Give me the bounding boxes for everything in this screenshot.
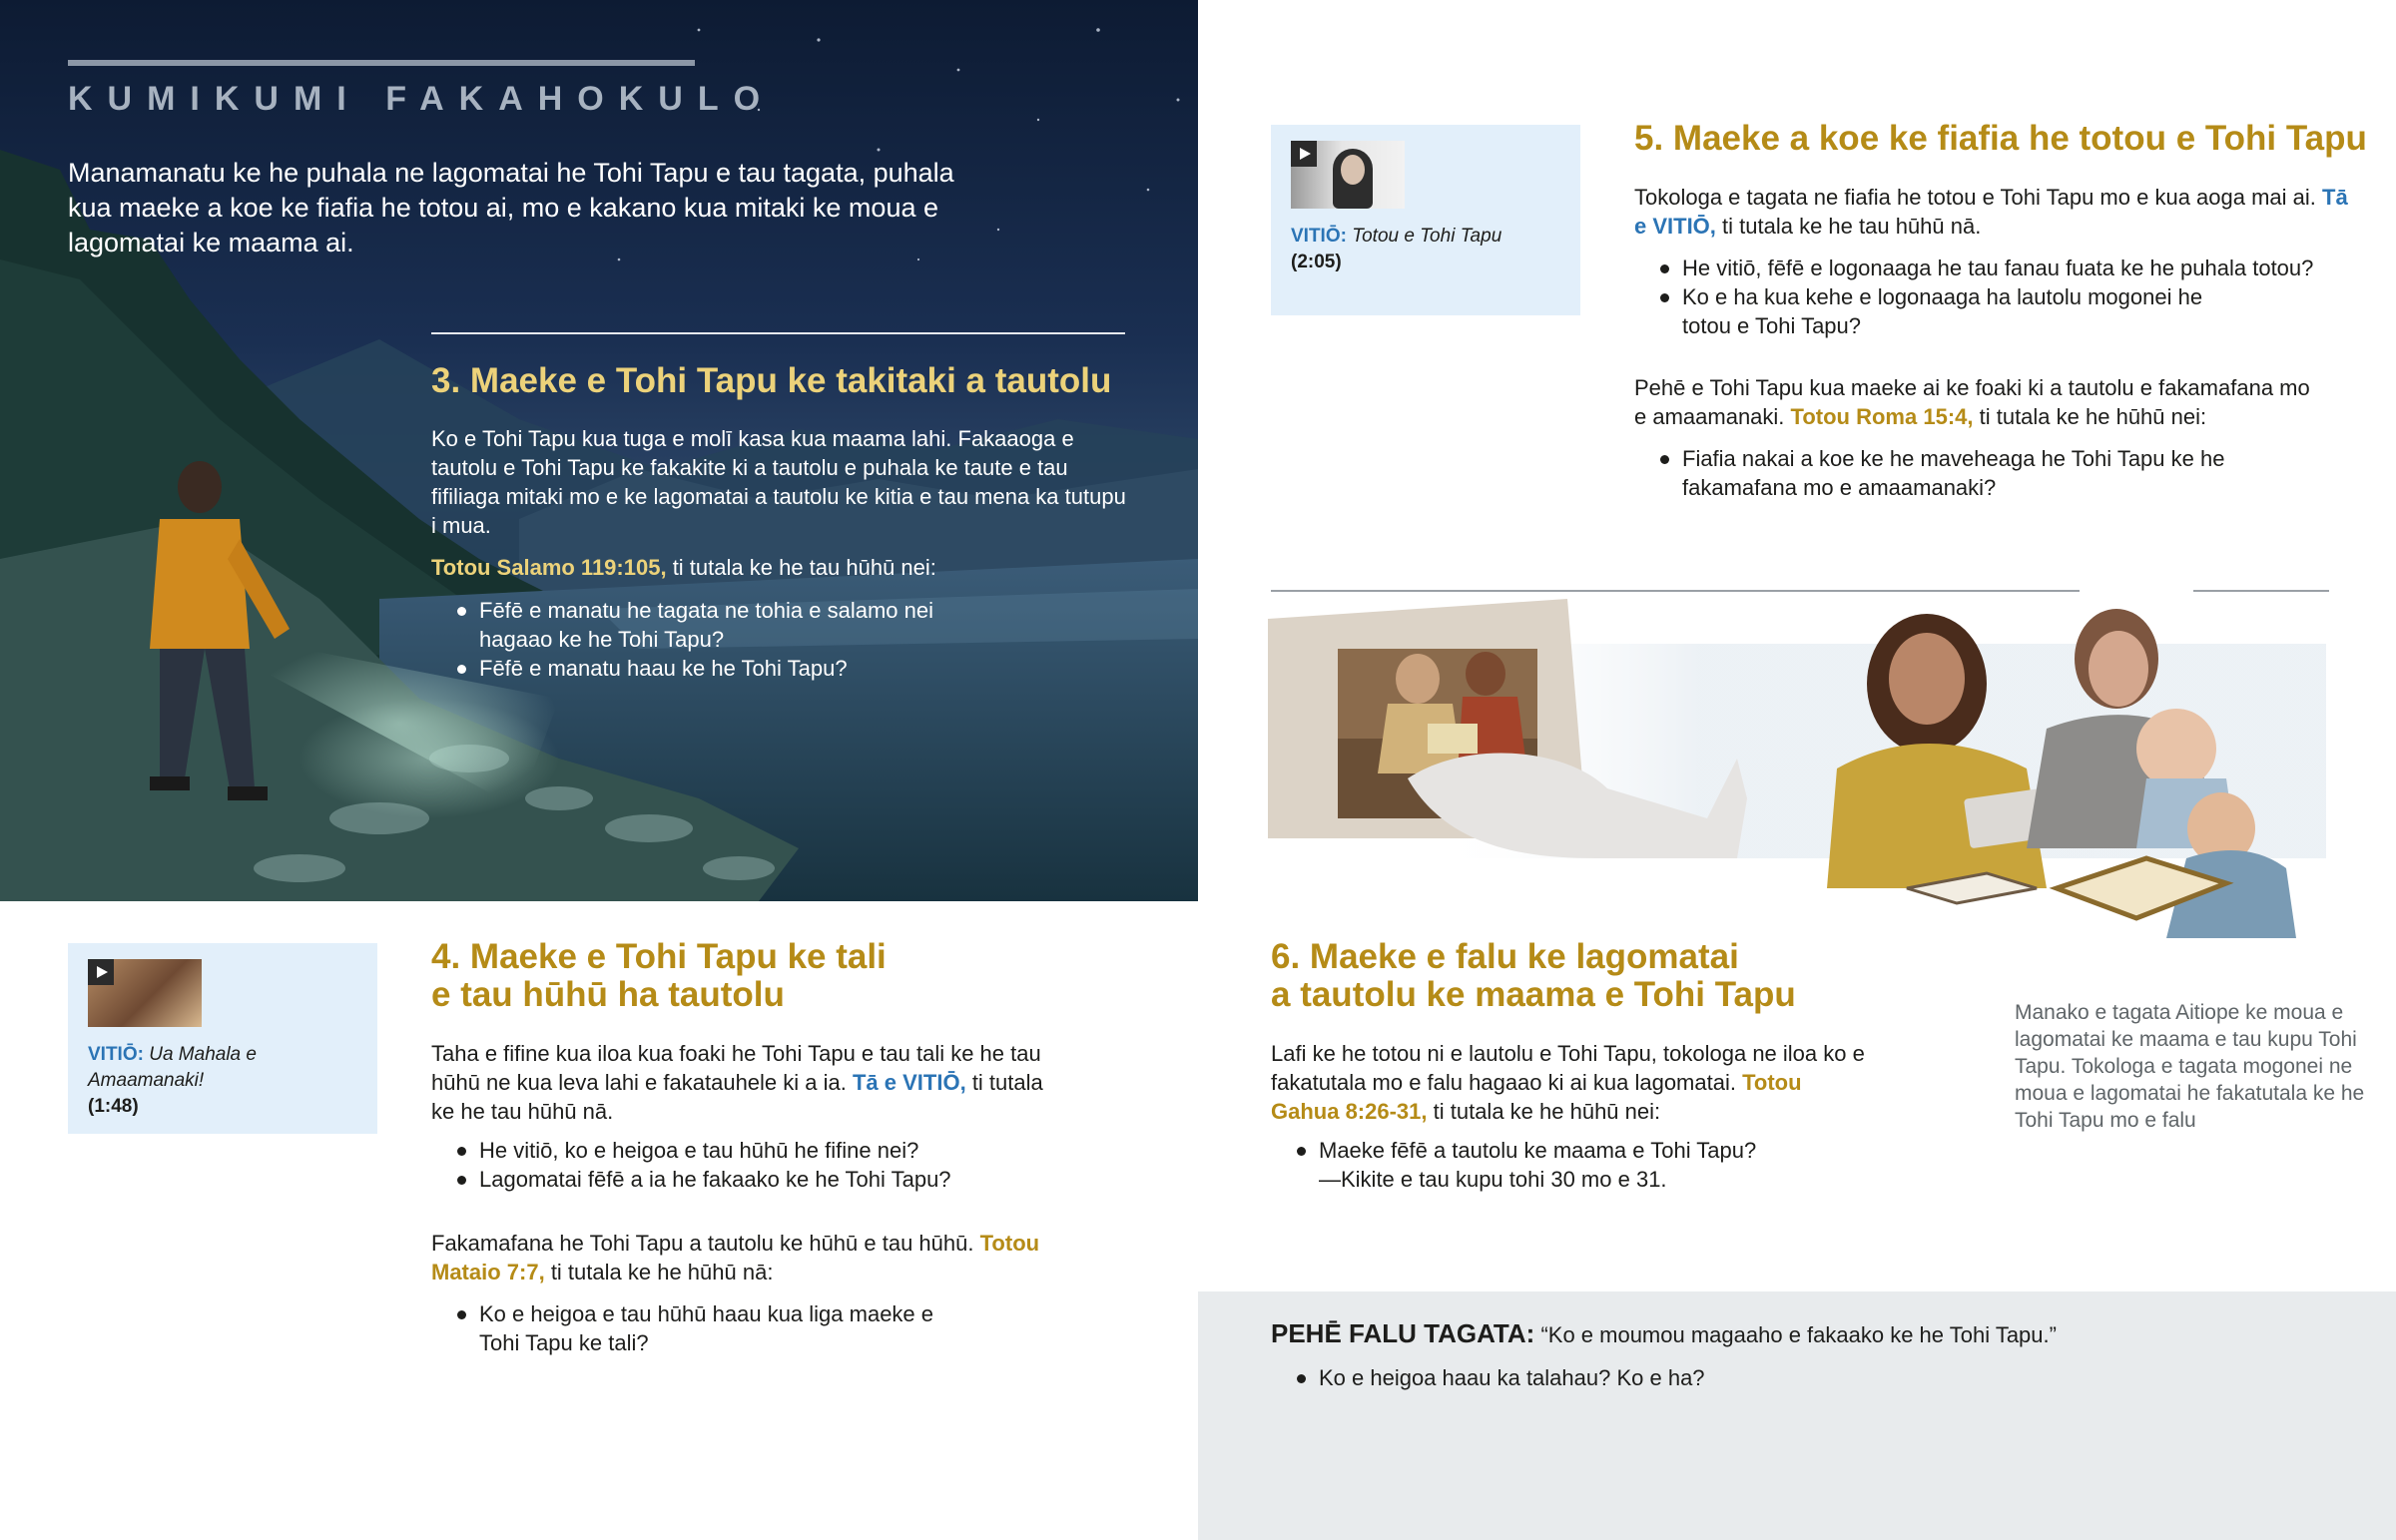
question-item: Fēfē e manatu haau ke he Tohi Tapu? — [431, 654, 990, 683]
section3-questions — [431, 596, 990, 683]
section3-rule — [431, 332, 1125, 334]
question-item: He vitiō, ko e heigoa e tau hūhū he fifine nei? — [431, 1136, 1050, 1165]
video-thumbnail[interactable] — [1291, 141, 1405, 209]
question-item: Ko e heigoa haau ka talahau? Ko e ha? — [1271, 1363, 2169, 1392]
section4-questions2 — [431, 1299, 970, 1357]
play-video-link[interactable]: Tā e VITIŌ, — [852, 1070, 966, 1095]
section4-questions — [431, 1136, 1050, 1194]
others-say-questions — [1271, 1363, 2169, 1392]
bible-study-illustration — [1268, 559, 2396, 948]
section6-title: 6. Maeke e falu ke lagomatai a tautolu ke maama e Tohi Tapu — [1271, 937, 1796, 1014]
question-item: Maeke fēfē a tautolu ke maama e Tohi Tapu? —Kikite e tau kupu tohi 30 mo e 31. — [1271, 1136, 1770, 1194]
video-box-ua-mahala[interactable] — [68, 943, 377, 1134]
section5-body: Tokologa e tagata ne fiafia he totou e Tohi Tapu mo e kua aoga mai ai. Tā e VITIŌ, ti tutala ke he tau hūhū nā. — [1634, 185, 2348, 239]
scripture-link-gahua[interactable]: Totou Gahua 8:26-31, — [1271, 1070, 1802, 1124]
section4-title: 4. Maeke e Tohi Tapu ke tali e tau hūhū ha tautolu — [431, 937, 887, 1014]
scripture-link-salamo[interactable]: Totou Salamo 119:105, — [431, 555, 667, 580]
section5-questions2 — [1634, 444, 2273, 502]
video-box-totou[interactable] — [1271, 125, 1580, 315]
question-item: Fēfē e manatu he tagata ne tohia e salamo nei hagaao ke he Tohi Tapu? — [431, 596, 990, 654]
video-caption: VITIŌ: Ua Mahala e Amaamanaki! (1:48) — [88, 1044, 257, 1117]
play-video-link[interactable]: Tā e VITIŌ, — [1634, 185, 2348, 239]
play-icon[interactable] — [88, 959, 114, 985]
question-item: Lagomatai fēfē a ia he fakaako ke he Tohi Tapu? — [431, 1165, 1050, 1194]
section-kicker: KUMIKUMI FAKAHOKULO — [68, 80, 776, 118]
section3-body: Ko e Tohi Tapu kua tuga e molī kasa kua maama lahi. Fakaaoga e tautolu e Tohi Tapu ke fakakite ki a tautolu e puhala ke taute e tau fifiliaga mitaki mo e ke lagomatai a tautolu ke kitia e tau mena ka tutupu i mua. — [431, 426, 1126, 538]
section5-questions — [1634, 254, 2363, 340]
others-say-statement: PEHĒ FALU TAGATA: “Ko e moumou magaaho e fakaako ke he Tohi Tapu.” — [1271, 1318, 2057, 1348]
section3-title: 3. Maeke e Tohi Tapu ke takitaki a tautolu — [431, 361, 1112, 400]
section4-body: Taha e fifine kua iloa kua foaki he Tohi Tapu e tau tali ke he tau hūhū ne kua leva lahi e fakatauhele ki a ia. Tā e VITIŌ, ti tutala ke he tau hūhū nā. — [431, 1041, 1043, 1124]
top-rule — [68, 60, 695, 66]
video-caption: VITIŌ: Totou e Tohi Tapu (2:05) — [1291, 226, 1502, 272]
scripture-link-mataio[interactable]: Totou Mataio 7:7, — [431, 1231, 1040, 1284]
question-item: Ko e heigoa e tau hūhū haau kua liga maeke e Tohi Tapu ke tali? — [431, 1299, 970, 1357]
others-say-panel — [1198, 1291, 2396, 1540]
question-item: He vitiō, fēfē e logonaaga he tau fanau fuata ke he puhala totou? — [1634, 254, 2363, 282]
hero-panel — [0, 0, 1198, 901]
scripture-link-roma[interactable]: Totou Roma 15:4, — [1790, 404, 1974, 429]
section5-body2: Pehē e Tohi Tapu kua maeke ai ke foaki ki a tautolu e fakamafana mo e amaamanaki. Totou Roma 15:4, ti tutala ke he hūhū nei: — [1634, 375, 2310, 429]
section3-prompt: Totou Salamo 119:105, ti tutala ke he tau hūhū nei: — [431, 555, 936, 580]
illustration-caption: Manako e tagata Aitiope ke moua e lagomatai ke maama e tau kupu Tohi Tapu. Tokologa e tagata mogonei ne moua e lagomatai he fakatutala ke he Tohi Tapu mo e falu — [2015, 1001, 2365, 1132]
section4-body2: Fakamafana he Tohi Tapu a tautolu ke hūhū e tau hūhū. Totou Mataio 7:7, ti tutala ke he hūhū nā: — [431, 1231, 1040, 1284]
video-thumbnail[interactable] — [88, 959, 202, 1027]
play-icon[interactable] — [1291, 141, 1317, 167]
section5-title: 5. Maeke a koe ke fiafia he totou e Tohi Tapu — [1634, 119, 2367, 158]
section6-questions — [1271, 1136, 1770, 1194]
question-item: Fiafia nakai a koe ke he maveheaga he Tohi Tapu ke he fakamafana mo e amaamanaki? — [1634, 444, 2273, 502]
question-item: Ko e ha kua kehe e logonaaga ha lautolu mogonei he totou e Tohi Tapu? — [1634, 282, 2363, 340]
intro-paragraph: Manamanatu ke he puhala ne lagomatai he Tohi Tapu e tau tagata, puhala kua maeke a koe ke fiafia he totou ai, mo e kakano kua mitaki ke moua e lagomatai ke maama ai. — [68, 158, 954, 257]
section6-body: Lafi ke he totou ni e lautolu e Tohi Tapu, tokologa ne iloa ko e fakatutala mo e falu hagaao ki ai kua lagomatai. Totou Gahua 8:26-31, ti tutala ke he hūhū nei: — [1271, 1041, 1865, 1124]
